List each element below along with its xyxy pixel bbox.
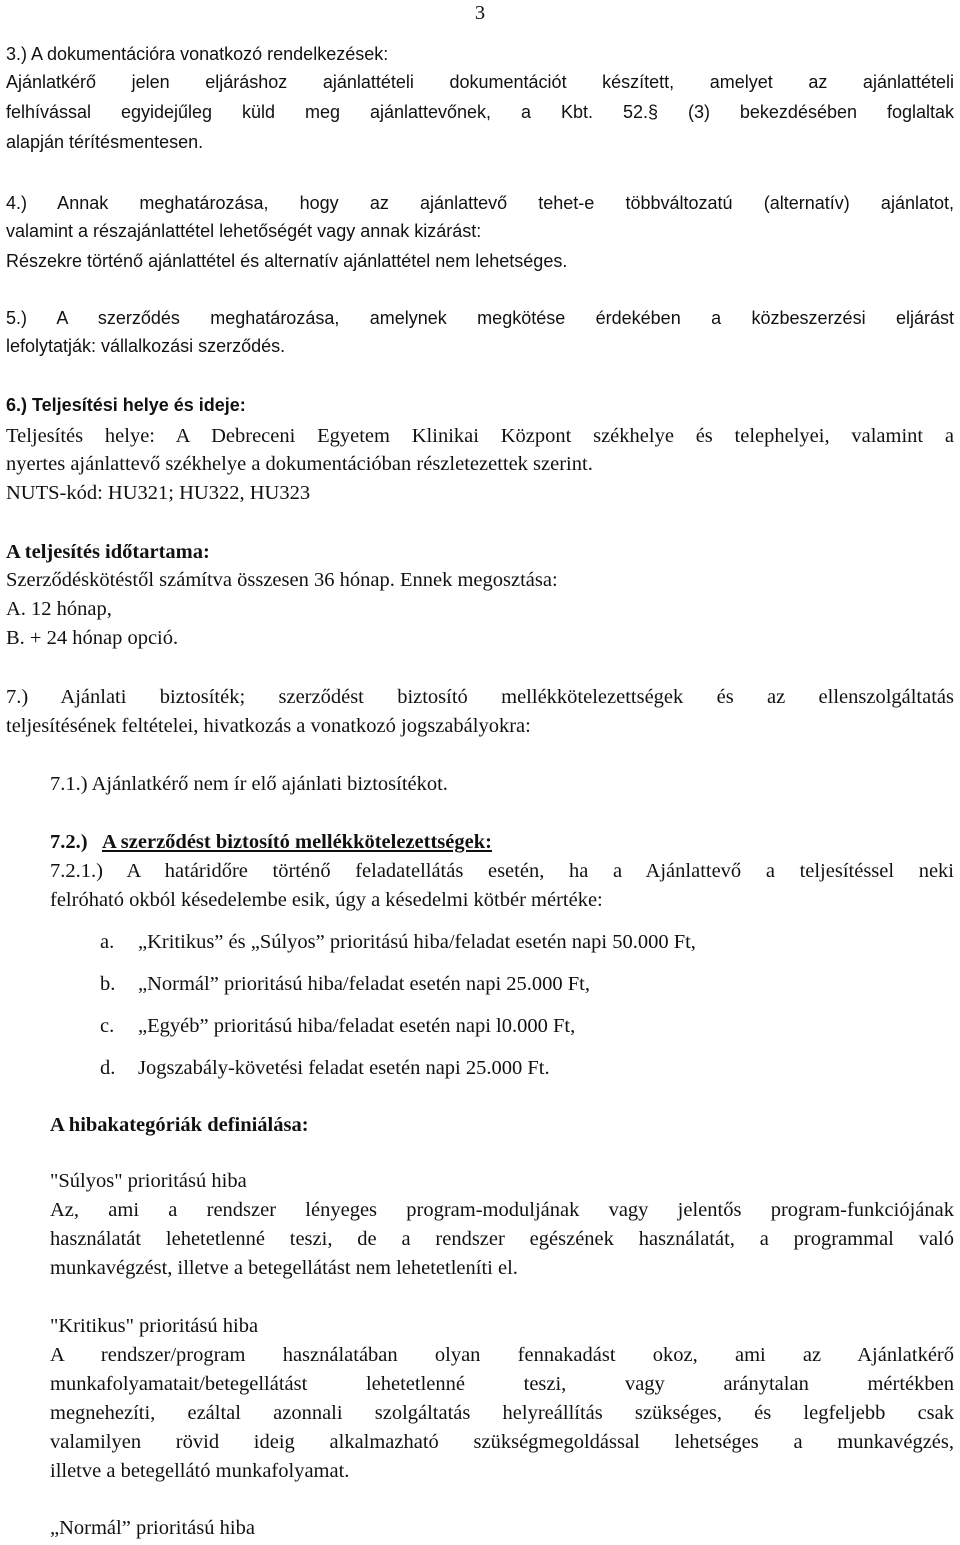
section-3-line-2: felhívással egyidejűleg küld meg ajánlattevőnek, a Kbt. 52.§ (3) bekezdésében foglaltak	[6, 102, 954, 122]
section-6-nuts: NUTS-kód: HU321; HU322, HU323	[6, 482, 311, 504]
section-6-line-2: nyertes ajánlattevő székhelye a dokumentációban részletezettek szerint.	[6, 453, 593, 475]
section-7-1: 7.1.) Ajánlatkérő nem ír elő ajánlati biztosítékot.	[50, 773, 448, 795]
kritikus-line-3: megnehezíti, ezáltal azonnali szolgáltatás helyreállítás szükséges, és legfeljebb csak	[50, 1402, 954, 1424]
section-4-line-3: Részekre történő ajánlattétel és alternatív ajánlattétel nem lehetséges.	[6, 251, 568, 271]
kritikus-line-4: valamilyen rövid ideig alkalmazható szükségmegoldással lehetséges a munkavégzés,	[50, 1431, 954, 1453]
section-7-line-2: teljesítésének feltételei, hivatkozás a vonatkozó jogszabályokra:	[6, 715, 531, 737]
normal-title: „Normál” prioritású hiba	[50, 1517, 255, 1539]
sulyos-line-1: Az, ami a rendszer lényeges program-moduljának vagy jelentős program-funkciójának	[50, 1199, 954, 1221]
sulyos-line-3: munkavégzést, illetve a betegellátást nem lehetetleníti el.	[50, 1257, 518, 1279]
section-4-line-2: valamint a részajánlattétel lehetőségét vagy annak kizárást:	[6, 221, 482, 241]
duration-line-3: B. + 24 hónap opció.	[6, 627, 179, 649]
section-4-line-1: 4.) Annak meghatározása, hogy az ajánlattevő tehet-e többváltozatú (alternatív) ajánlatot,	[6, 193, 954, 213]
penalty-item-c	[100, 1014, 954, 1038]
penalty-label: b.	[100, 973, 116, 995]
section-7-2-number: 7.2.)	[50, 831, 88, 853]
duration-line-1: Szerződéskötéstől számítva összesen 36 hónap. Ennek megosztása:	[6, 569, 558, 591]
penalty-text: „Normál” prioritású hiba/feladat esetén napi 25.000 Ft,	[138, 973, 591, 995]
penalty-label: a.	[100, 931, 115, 953]
duration-heading: A teljesítés időtartama:	[6, 541, 210, 563]
penalty-text: „Egyéb” prioritású hiba/feladat esetén napi l0.000 Ft,	[138, 1015, 576, 1037]
categories-heading: A hibakategóriák definiálása:	[50, 1114, 309, 1136]
section-5-line-2: lefolytatják: vállalkozási szerződés.	[6, 336, 286, 356]
penalty-item-a	[100, 930, 954, 954]
penalty-label: d.	[100, 1057, 116, 1079]
section-7-line-1: 7.) Ajánlati biztosíték; szerződést biztosító mellékkötelezettségek és az ellenszolgáltatás	[6, 686, 954, 708]
section-7-2-1-line-1: 7.2.1.) A határidőre történő feladatellátás esetén, ha a Ajánlattevő a teljesítéssel neki	[50, 860, 954, 882]
section-6-line-1: Teljesítés helye: A Debreceni Egyetem Klinikai Központ székhelye és telephelyei, valamint a	[6, 425, 954, 447]
section-3-heading: 3.) A dokumentációra vonatkozó rendelkezések:	[6, 44, 389, 64]
section-7-2-heading	[50, 830, 954, 854]
penalty-label: c.	[100, 1015, 115, 1037]
section-3-line-3: alapján térítésmentesen.	[6, 132, 204, 152]
penalty-text: „Kritikus” és „Súlyos” prioritású hiba/feladat esetén napi 50.000 Ft,	[138, 931, 696, 953]
section-5-line-1: 5.) A szerződés meghatározása, amelynek megkötése érdekében a közbeszerzési eljárást	[6, 308, 954, 328]
penalty-text: Jogszabály-követési feladat esetén napi 25.000 Ft.	[138, 1057, 550, 1079]
section-6-heading: 6.) Teljesítési helye és ideje:	[6, 395, 246, 415]
section-3-line-1: Ajánlatkérő jelen eljáráshoz ajánlattételi dokumentációt készített, amelyet az ajánlattételi	[6, 72, 954, 92]
penalty-item-b	[100, 972, 954, 996]
kritikus-line-5: illetve a betegellátó munkafolyamat.	[50, 1460, 350, 1482]
section-7-2-title: A szerződést biztosító mellékkötelezettségek:	[102, 831, 492, 853]
sulyos-line-2: használatát lehetetlenné teszi, de a rendszer egészének használatát, a programmal való	[50, 1228, 954, 1250]
duration-line-2: A. 12 hónap,	[6, 598, 112, 620]
kritikus-title: "Kritikus" prioritású hiba	[50, 1315, 259, 1337]
page-number: 3	[474, 2, 486, 24]
section-7-2-1-line-2: felróható okból késedelembe esik, úgy a késedelmi kötbér mértéke:	[50, 889, 603, 911]
sulyos-title: "Súlyos" prioritású hiba	[50, 1170, 247, 1192]
kritikus-line-2: munkafolyamatait/betegellátást lehetetlenné teszi, vagy aránytalan mértékben	[50, 1373, 954, 1395]
penalty-item-d	[100, 1056, 954, 1080]
kritikus-line-1: A rendszer/program használatában olyan fennakadást okoz, ami az Ajánlatkérő	[50, 1344, 954, 1366]
